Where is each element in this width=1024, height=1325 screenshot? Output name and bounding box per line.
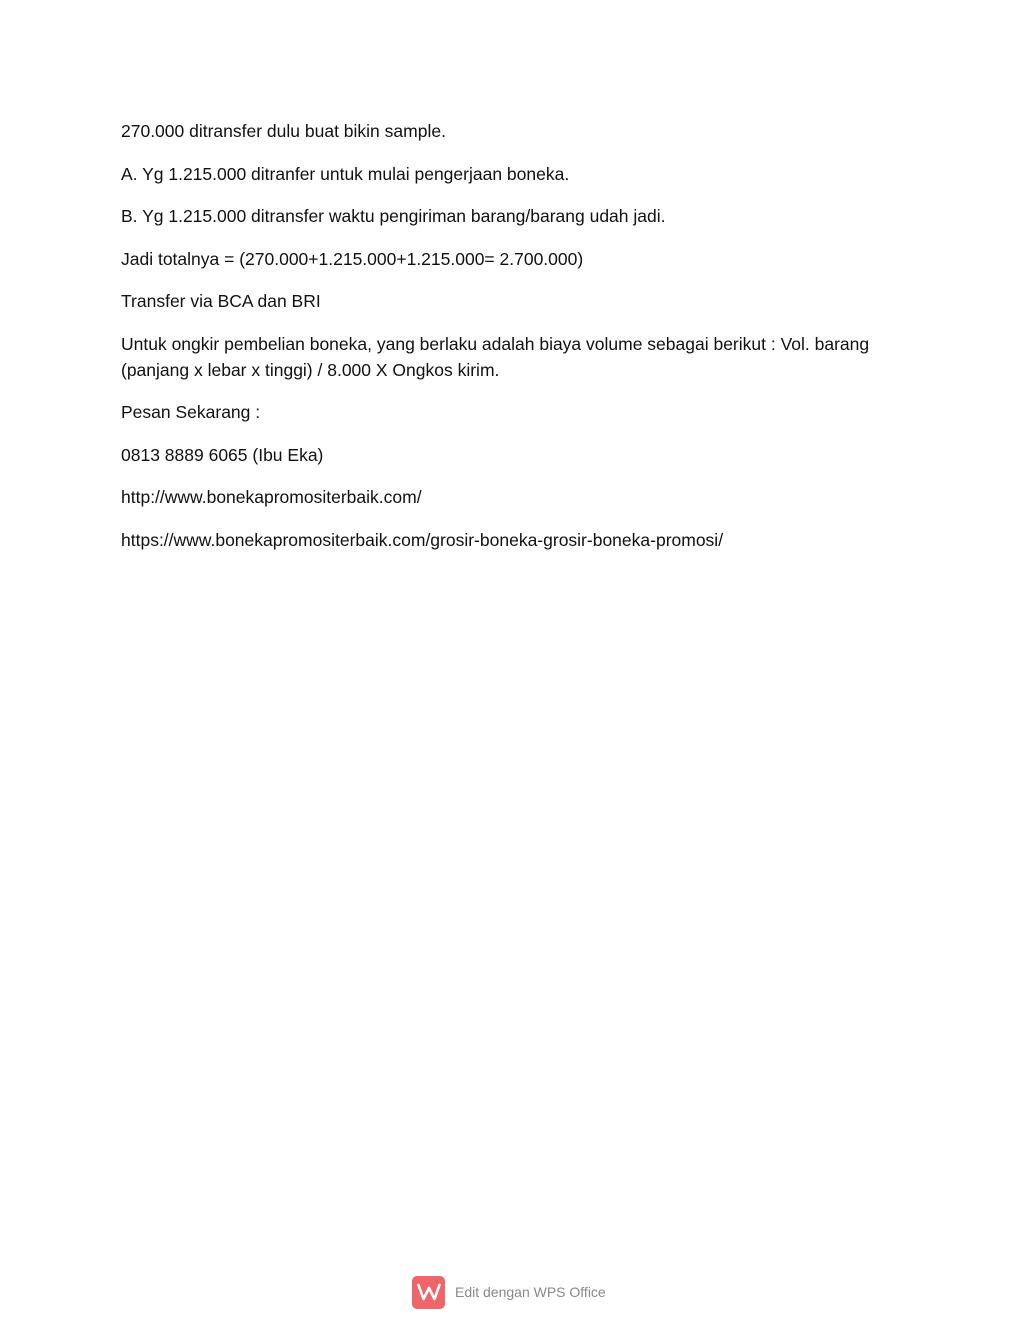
wps-footer [412,1275,606,1309]
paragraph-shipping-cost: Untuk ongkir pembelian boneka, yang berlaku adalah biaya volume sebagai berikut : Vol. barang (panjang x lebar x tinggi) / 8.000 X Ongkos kirim. [121,333,870,380]
document-body [121,118,911,569]
paragraph-transfer-banks: Transfer via BCA dan BRI [121,291,321,311]
paragraph-order-now: Pesan Sekarang : [121,402,261,422]
footer-text: Edit dengan WPS Office [455,1284,606,1300]
wps-office-logo-icon [412,1276,445,1309]
paragraph-payment-b: B. Yg 1.215.000 ditransfer waktu pengiriman barang/barang udah jadi. [121,206,666,226]
paragraph-sample-payment: 270.000 ditransfer dulu buat bikin sample. [121,121,446,141]
paragraph-total: Jadi totalnya = (270.000+1.215.000+1.215.000= 2.700.000) [121,248,584,269]
paragraph-website-link: http://www.bonekapromositerbaik.com/ [121,487,422,507]
paragraph-product-link: https://www.bonekapromositerbaik.com/grosir-boneka-grosir-boneka-promosi/ [121,529,724,550]
paragraph-payment-a: A. Yg 1.215.000 ditranfer untuk mulai pengerjaan boneka. [121,163,570,184]
paragraph-phone: 0813 8889 6065 (Ibu Eka) [121,444,324,465]
